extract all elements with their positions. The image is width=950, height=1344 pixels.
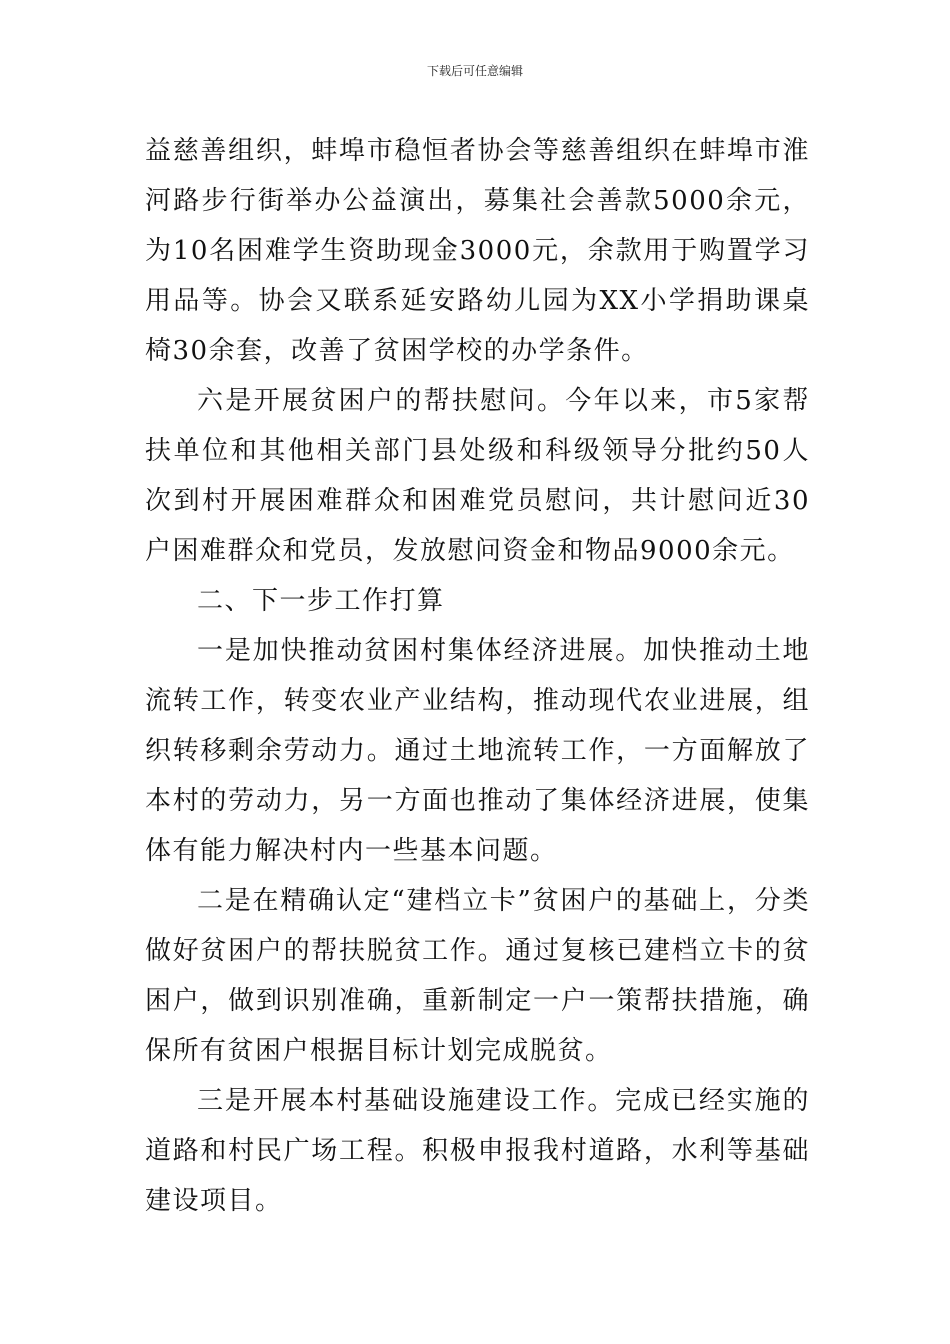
paragraph-targeted-poverty-relief: 二是在精确认定“建档立卡”贫困户的基础上，分类做好贫困户的帮扶脱贫工作。通过复核已建档立卡的贫困户，做到识别准确，重新制定一户一策帮扶措施，确保所有贫困户根据目标计划完成脱贫。 bbox=[145, 886, 810, 1066]
paragraph-poverty-visits: 六是开展贫困户的帮扶慰问。今年以来，市5家帮扶单位和其他相关部门县处级和科级领导分批约50人次到村开展困难群众和困难党员慰问，共计慰问近30户困难群众和党员，发放慰问资金和物品9000余元。 bbox=[145, 386, 810, 566]
paragraph-charity-continuation: 益慈善组织，蚌埠市稳恒者协会等慈善组织在蚌埠市淮河路步行街举办公益演出，募集社会善款5000余元，为10名困难学生资助现金3000元，余款用于购置学习用品等。协会又联系延安路幼儿园为XX小学捐助课桌椅30余套，改善了贫困学校的办学条件。 bbox=[145, 136, 810, 366]
paragraph-infrastructure: 三是开展本村基础设施建设工作。完成已经实施的道路和村民广场工程。积极申报我村道路，水利等基础建设项目。 bbox=[145, 1086, 810, 1216]
page-header: 下载后可任意编辑 bbox=[426, 64, 523, 78]
document-body bbox=[145, 126, 810, 1226]
paragraph-collective-economy: 一是加快推动贫困村集体经济进展。加快推动土地流转工作，转变农业产业结构，推动现代农业进展，组织转移剩余劳动力。通过土地流转工作，一方面解放了本村的劳动力，另一方面也推动了集体经济进展，使集体有能力解决村内一些基本问题。 bbox=[145, 636, 810, 866]
section-heading-next-steps: 二、下一步工作打算 bbox=[197, 586, 445, 616]
